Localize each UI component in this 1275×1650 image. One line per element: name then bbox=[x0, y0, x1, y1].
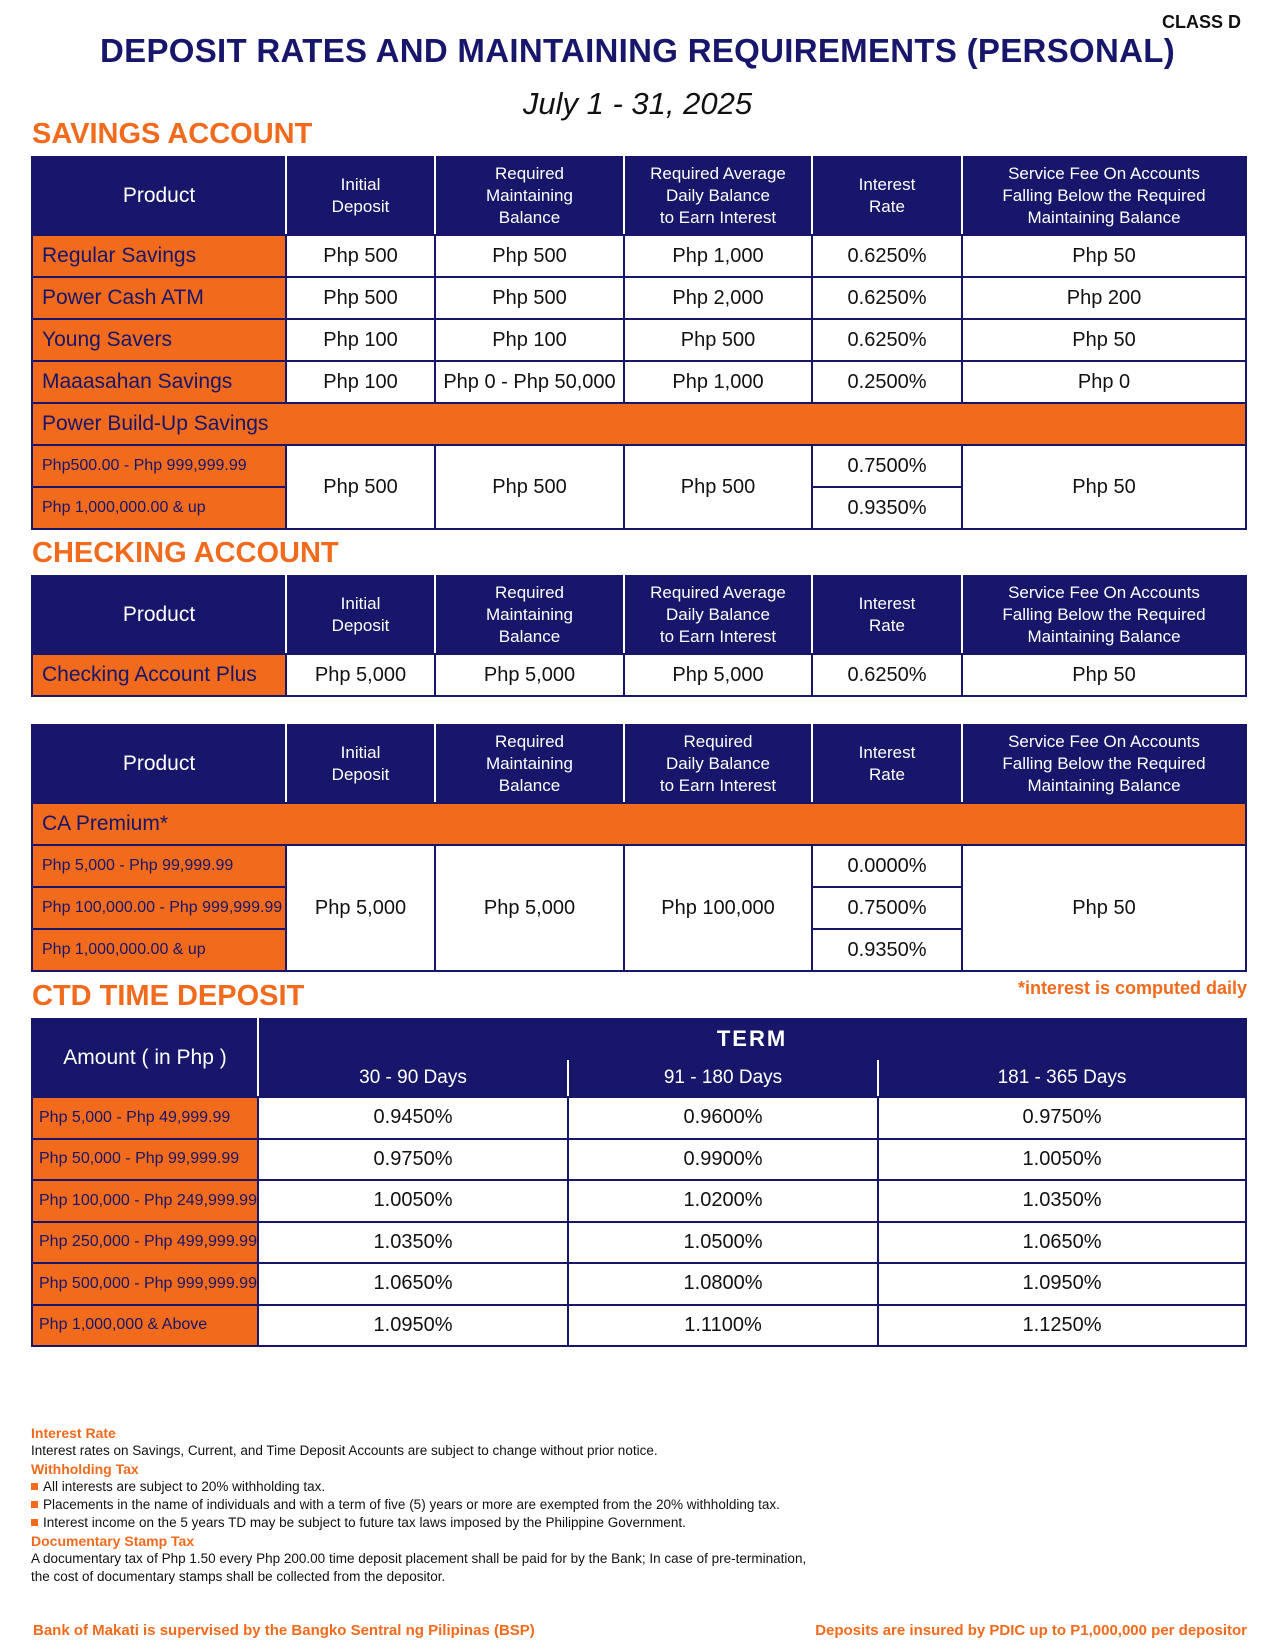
header-daily-balance: Required Daily Balance to Earn Interest bbox=[624, 725, 812, 803]
period-subtitle: July 1 - 31, 2025 bbox=[522, 86, 753, 121]
table-row bbox=[32, 361, 1246, 403]
rate-cell: 1.0200% bbox=[568, 1180, 878, 1222]
page-title: DEPOSIT RATES AND MAINTAINING REQUIREMENTS (PERSONAL) bbox=[100, 32, 1175, 69]
amount-range: Php 100,000 - Php 249,999.99 bbox=[32, 1180, 258, 1222]
table-row bbox=[32, 1139, 1246, 1181]
rate-cell: 0.9750% bbox=[878, 1097, 1246, 1139]
table-row bbox=[32, 1180, 1246, 1222]
dst-text-line-1: A documentary tax of Php 1.50 every Php 200.00 time deposit placement shall be paid for by the Bank; In case of pre-termination, bbox=[31, 1551, 807, 1566]
table-row bbox=[32, 845, 1246, 887]
interest-rate-note-heading: Interest Rate bbox=[31, 1425, 116, 1441]
header-service-fee: Service Fee On Accounts Falling Below the Required Maintaining Balance bbox=[962, 576, 1246, 654]
header-adb: Required Average Daily Balance to Earn Interest bbox=[624, 576, 812, 654]
table-row bbox=[32, 1263, 1246, 1305]
checking-table bbox=[31, 575, 1247, 697]
maintaining-balance: Php 5,000 bbox=[435, 654, 624, 696]
maintaining-balance: Php 500 bbox=[435, 277, 624, 319]
header-service-fee: Service Fee On Accounts Falling Below the Required Maintaining Balance bbox=[962, 157, 1246, 235]
header-interest-rate: Interest Rate bbox=[812, 157, 962, 235]
header-maintaining-balance: Required Maintaining Balance bbox=[435, 157, 624, 235]
rate-cell: 1.0950% bbox=[258, 1305, 568, 1347]
interest-rate: 0.6250% bbox=[812, 277, 962, 319]
rate-cell: 1.0050% bbox=[258, 1180, 568, 1222]
amount-range: Php 5,000 - Php 49,999.99 bbox=[32, 1097, 258, 1139]
service-fee: Php 50 bbox=[962, 654, 1246, 696]
initial-deposit: Php 100 bbox=[286, 319, 435, 361]
header-maintaining-balance: Required Maintaining Balance bbox=[435, 725, 624, 803]
list-item: Interest income on the 5 years TD may be subject to future tax laws imposed by the Philippine Government. bbox=[31, 1514, 1231, 1532]
table-row bbox=[32, 277, 1246, 319]
tier-label: Php 1,000,000.00 & up bbox=[32, 487, 286, 529]
rate-cell: 1.0350% bbox=[258, 1222, 568, 1264]
product-group-name: CA Premium* bbox=[32, 803, 1246, 845]
adb: Php 1,000 bbox=[624, 361, 812, 403]
time-deposit-table bbox=[31, 1018, 1247, 1347]
checking-header-row bbox=[32, 576, 1246, 654]
adb: Php 500 bbox=[624, 319, 812, 361]
header-product: Product bbox=[32, 725, 286, 803]
initial-deposit: Php 5,000 bbox=[286, 845, 435, 971]
header-initial-deposit: Initial Deposit bbox=[286, 157, 435, 235]
service-fee: Php 50 bbox=[962, 235, 1246, 277]
class-label: CLASS D bbox=[1161, 12, 1241, 32]
header-adb: Required Average Daily Balance to Earn Interest bbox=[624, 157, 812, 235]
adb: Php 500 bbox=[624, 445, 812, 529]
withholding-tax-heading: Withholding Tax bbox=[31, 1461, 139, 1477]
time-deposit-heading: CTD TIME DEPOSIT bbox=[32, 980, 305, 1012]
tier-label: Php 1,000,000.00 & up bbox=[32, 929, 286, 971]
initial-deposit: Php 5,000 bbox=[286, 654, 435, 696]
interest-rate-note-text: Interest rates on Savings, Current, and Time Deposit Accounts are subject to change without prior notice. bbox=[31, 1443, 658, 1458]
interest-rate: 0.6250% bbox=[812, 654, 962, 696]
rate-cell: 0.9900% bbox=[568, 1139, 878, 1181]
product-name: Maaasahan Savings bbox=[32, 361, 286, 403]
service-fee: Php 50 bbox=[962, 445, 1246, 529]
bullet-icon bbox=[31, 1519, 38, 1526]
header-term-30-90: 30 - 90 Days bbox=[258, 1059, 568, 1097]
table-row bbox=[32, 445, 1246, 487]
rate-cell: 1.1250% bbox=[878, 1305, 1246, 1347]
rate-cell: 1.0800% bbox=[568, 1263, 878, 1305]
header-term-91-180: 91 - 180 Days bbox=[568, 1059, 878, 1097]
dst-text-line-2: the cost of documentary stamps shall be collected from the depositor. bbox=[31, 1569, 446, 1584]
interest-rate: 0.7500% bbox=[812, 887, 962, 929]
documentary-stamp-tax-heading: Documentary Stamp Tax bbox=[31, 1533, 195, 1549]
table-row bbox=[32, 654, 1246, 696]
service-fee: Php 50 bbox=[962, 319, 1246, 361]
rate-cell: 1.0950% bbox=[878, 1263, 1246, 1305]
daily-balance: Php 100,000 bbox=[624, 845, 812, 971]
table-row bbox=[32, 1305, 1246, 1347]
table-row bbox=[32, 1222, 1246, 1264]
adb: Php 1,000 bbox=[624, 235, 812, 277]
maintaining-balance: Php 500 bbox=[435, 445, 624, 529]
interest-daily-note: *interest is computed daily bbox=[1017, 978, 1247, 998]
initial-deposit: Php 500 bbox=[286, 277, 435, 319]
footer-pdic-note: Deposits are insured by PDIC up to P1,000,000 per depositor bbox=[815, 1622, 1247, 1639]
adb: Php 2,000 bbox=[624, 277, 812, 319]
interest-rate: 0.6250% bbox=[812, 235, 962, 277]
amount-range: Php 250,000 - Php 499,999.99 bbox=[32, 1222, 258, 1264]
maintaining-balance: Php 500 bbox=[435, 235, 624, 277]
rate-cell: 1.0350% bbox=[878, 1180, 1246, 1222]
header-amount: Amount ( in Php ) bbox=[32, 1019, 258, 1097]
product-name: Checking Account Plus bbox=[32, 654, 286, 696]
list-item: All interests are subject to 20% withholding tax. bbox=[31, 1478, 1231, 1496]
product-name: Power Cash ATM bbox=[32, 277, 286, 319]
tier-label: Php 100,000.00 - Php 999,999.99 bbox=[32, 887, 286, 929]
adb: Php 5,000 bbox=[624, 654, 812, 696]
rate-cell: 1.0650% bbox=[878, 1222, 1246, 1264]
td-header-row bbox=[32, 1019, 1246, 1059]
rate-cell: 1.1100% bbox=[568, 1305, 878, 1347]
header-product: Product bbox=[32, 157, 286, 235]
premium-header-row bbox=[32, 725, 1246, 803]
maintaining-balance: Php 0 - Php 50,000 bbox=[435, 361, 624, 403]
amount-range: Php 1,000,000 & Above bbox=[32, 1305, 258, 1347]
bullet-icon bbox=[31, 1483, 38, 1490]
header-term-181-365: 181 - 365 Days bbox=[878, 1059, 1246, 1097]
premium-table bbox=[31, 724, 1247, 972]
interest-rate: 0.2500% bbox=[812, 361, 962, 403]
table-row bbox=[32, 319, 1246, 361]
maintaining-balance: Php 5,000 bbox=[435, 845, 624, 971]
service-fee: Php 0 bbox=[962, 361, 1246, 403]
product-name: Young Savers bbox=[32, 319, 286, 361]
table-row bbox=[32, 403, 1246, 445]
initial-deposit: Php 100 bbox=[286, 361, 435, 403]
initial-deposit: Php 500 bbox=[286, 235, 435, 277]
maintaining-balance: Php 100 bbox=[435, 319, 624, 361]
footer-bsp-note: Bank of Makati is supervised by the Bangko Sentral ng Pilipinas (BSP) bbox=[33, 1622, 535, 1639]
bullet-icon bbox=[31, 1501, 38, 1508]
savings-heading: SAVINGS ACCOUNT bbox=[32, 118, 313, 150]
header-product: Product bbox=[32, 576, 286, 654]
rate-cell: 0.9750% bbox=[258, 1139, 568, 1181]
service-fee: Php 50 bbox=[962, 845, 1246, 971]
header-maintaining-balance: Required Maintaining Balance bbox=[435, 576, 624, 654]
notes-section bbox=[31, 1424, 1231, 1586]
checking-heading: CHECKING ACCOUNT bbox=[32, 537, 339, 569]
initial-deposit: Php 500 bbox=[286, 445, 435, 529]
header-interest-rate: Interest Rate bbox=[812, 725, 962, 803]
list-item: Placements in the name of individuals and with a term of five (5) years or more are exempted from the 20% withholding tax. bbox=[31, 1496, 1231, 1514]
rate-cell: 1.0500% bbox=[568, 1222, 878, 1264]
product-group-name: Power Build-Up Savings bbox=[32, 403, 1246, 445]
interest-rate: 0.7500% bbox=[812, 445, 962, 487]
rate-cell: 1.0050% bbox=[878, 1139, 1246, 1181]
interest-rate: 0.9350% bbox=[812, 929, 962, 971]
tier-label: Php 5,000 - Php 99,999.99 bbox=[32, 845, 286, 887]
header-initial-deposit: Initial Deposit bbox=[286, 725, 435, 803]
tier-label: Php500.00 - Php 999,999.99 bbox=[32, 445, 286, 487]
header-interest-rate: Interest Rate bbox=[812, 576, 962, 654]
amount-range: Php 50,000 - Php 99,999.99 bbox=[32, 1139, 258, 1181]
service-fee: Php 200 bbox=[962, 277, 1246, 319]
interest-rate: 0.6250% bbox=[812, 319, 962, 361]
interest-rate: 0.9350% bbox=[812, 487, 962, 529]
amount-range: Php 500,000 - Php 999,999.99 bbox=[32, 1263, 258, 1305]
header-initial-deposit: Initial Deposit bbox=[286, 576, 435, 654]
product-name: Regular Savings bbox=[32, 235, 286, 277]
rate-cell: 0.9450% bbox=[258, 1097, 568, 1139]
table-row bbox=[32, 803, 1246, 845]
header-term: TERM bbox=[258, 1019, 1246, 1059]
header-service-fee: Service Fee On Accounts Falling Below the Required Maintaining Balance bbox=[962, 725, 1246, 803]
savings-table bbox=[31, 156, 1247, 530]
savings-header-row bbox=[32, 157, 1246, 235]
table-row bbox=[32, 235, 1246, 277]
table-row bbox=[32, 1097, 1246, 1139]
interest-rate: 0.0000% bbox=[812, 845, 962, 887]
rate-cell: 1.0650% bbox=[258, 1263, 568, 1305]
rate-cell: 0.9600% bbox=[568, 1097, 878, 1139]
